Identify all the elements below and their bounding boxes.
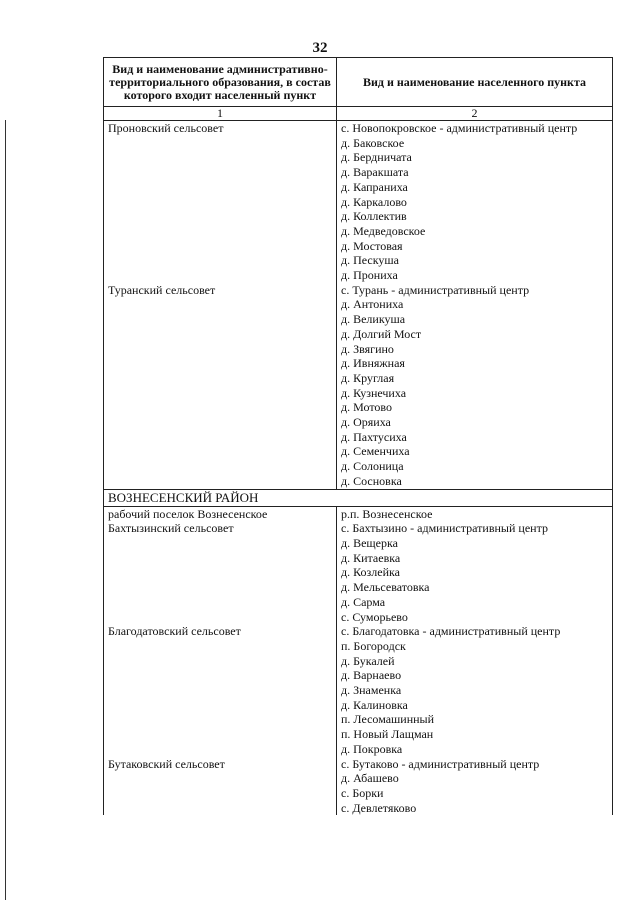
page-number: 32 (312, 40, 328, 56)
settlement-name: д. Вещерка (341, 535, 398, 550)
settlement-name: с. Новопокровское - административный центр (341, 121, 578, 135)
settlement-name: д. Сарма (341, 594, 386, 609)
table-row (104, 521, 613, 624)
settlement-name: с. Борки (341, 785, 384, 800)
admin-unit-name: Туранский сельсовет (108, 282, 216, 297)
settlements-cell (337, 624, 613, 756)
settlement-name: д. Мотово (341, 400, 392, 415)
settlement-name: д. Капраниха (341, 179, 408, 194)
column-number-2: 2 (337, 107, 613, 121)
settlement-name: д. Звягино (341, 341, 394, 356)
settlement-name: д. Великуша (341, 312, 406, 327)
settlement-name: д. Прониха (341, 268, 398, 283)
settlement-name: д. Оряиха (341, 415, 391, 430)
settlement-name: д. Абашево (341, 771, 399, 786)
settlement-name: п. Богородск (341, 638, 406, 653)
admin-unit-cell (104, 521, 337, 624)
settlement-name: д. Солоница (341, 459, 404, 474)
column-number-row (104, 107, 613, 121)
settlements-cell (337, 521, 613, 624)
settlement-name: д. Варакшата (341, 165, 409, 180)
settlement-name: д. Бердничата (341, 150, 412, 165)
settlement-name: д. Знаменка (341, 683, 402, 698)
admin-unit-cell (104, 757, 337, 816)
admin-unit-name: Проновский сельсовет (108, 121, 224, 135)
settlement-name: д. Антониха (341, 297, 404, 312)
table-row (104, 121, 613, 283)
settlement-name: с. Бахтызино - административный центр (341, 521, 548, 536)
settlement-name: д. Круглая (341, 370, 395, 385)
header-settlement: Вид и наименование населенного пункта (337, 58, 613, 107)
settlements-cell (337, 121, 613, 283)
settlement-name: с. Суморьево (341, 609, 408, 624)
page-edge-line (5, 120, 6, 900)
settlement-name: с. Бутаково - административный центр (341, 756, 540, 771)
settlement-name: д. Мостовая (341, 238, 403, 253)
settlement-name: с. Турань - административный центр (341, 282, 530, 297)
settlement-name: д. Пахтусиха (341, 429, 407, 444)
settlements-cell (337, 506, 613, 521)
settlement-name: п. Новый Лащман (341, 727, 434, 742)
admin-unit-name: Бахтызинский сельсовет (108, 521, 234, 536)
settlement-name: д. Мельсеватовка (341, 580, 430, 595)
settlement-name: д. Кузнечиха (341, 385, 407, 400)
settlements-table (103, 57, 613, 815)
settlement-name: д. Каркалово (341, 194, 407, 209)
settlement-name: д. Китаевка (341, 550, 401, 565)
table-row (104, 757, 613, 816)
section-title: ВОЗНЕСЕНСКИЙ РАЙОН (104, 489, 613, 506)
settlement-name: с. Благодатовка - административный центр (341, 624, 561, 639)
settlement-name: р.п. Вознесенское (341, 506, 433, 521)
settlement-name: д. Сосновка (341, 473, 402, 488)
admin-unit-name: Благодатовский сельсовет (108, 624, 241, 639)
admin-unit-name: рабочий поселок Вознесенское (108, 506, 268, 521)
settlement-name: д. Покровка (341, 741, 403, 756)
admin-unit-cell (104, 283, 337, 489)
settlement-name: д. Баковское (341, 135, 405, 150)
table-body-lower (104, 506, 613, 815)
settlement-name: с. Девлетяково (341, 800, 417, 815)
settlement-name: д. Медведовское (341, 223, 426, 238)
settlement-name: д. Варнаево (341, 668, 402, 683)
settlements-cell (337, 283, 613, 489)
table-row (104, 506, 613, 521)
settlement-name: д. Пескуша (341, 253, 399, 268)
section-row (104, 489, 613, 506)
admin-unit-cell (104, 624, 337, 756)
admin-unit-cell (104, 506, 337, 521)
settlement-name: д. Калиновка (341, 697, 408, 712)
settlement-name: д. Букалей (341, 653, 395, 668)
settlement-name: д. Коллектив (341, 209, 407, 224)
table-body-upper (104, 121, 613, 490)
settlement-name: д. Долгий Мост (341, 326, 422, 341)
header-row (104, 58, 613, 107)
header-admin-unit: Вид и наименование административно-территориального образования, в состав которого входит населенный пункт (104, 58, 337, 107)
admin-unit-cell (104, 121, 337, 283)
admin-unit-name: Бутаковский сельсовет (108, 756, 225, 771)
settlement-name: п. Лесомашинный (341, 712, 435, 727)
settlements-cell (337, 757, 613, 816)
table-row (104, 624, 613, 756)
settlement-name: д. Козлейка (341, 565, 400, 580)
settlement-name: д. Ивняжная (341, 356, 405, 371)
settlement-name: д. Семенчиха (341, 444, 410, 459)
table-row (104, 283, 613, 489)
column-number-1: 1 (104, 107, 337, 121)
